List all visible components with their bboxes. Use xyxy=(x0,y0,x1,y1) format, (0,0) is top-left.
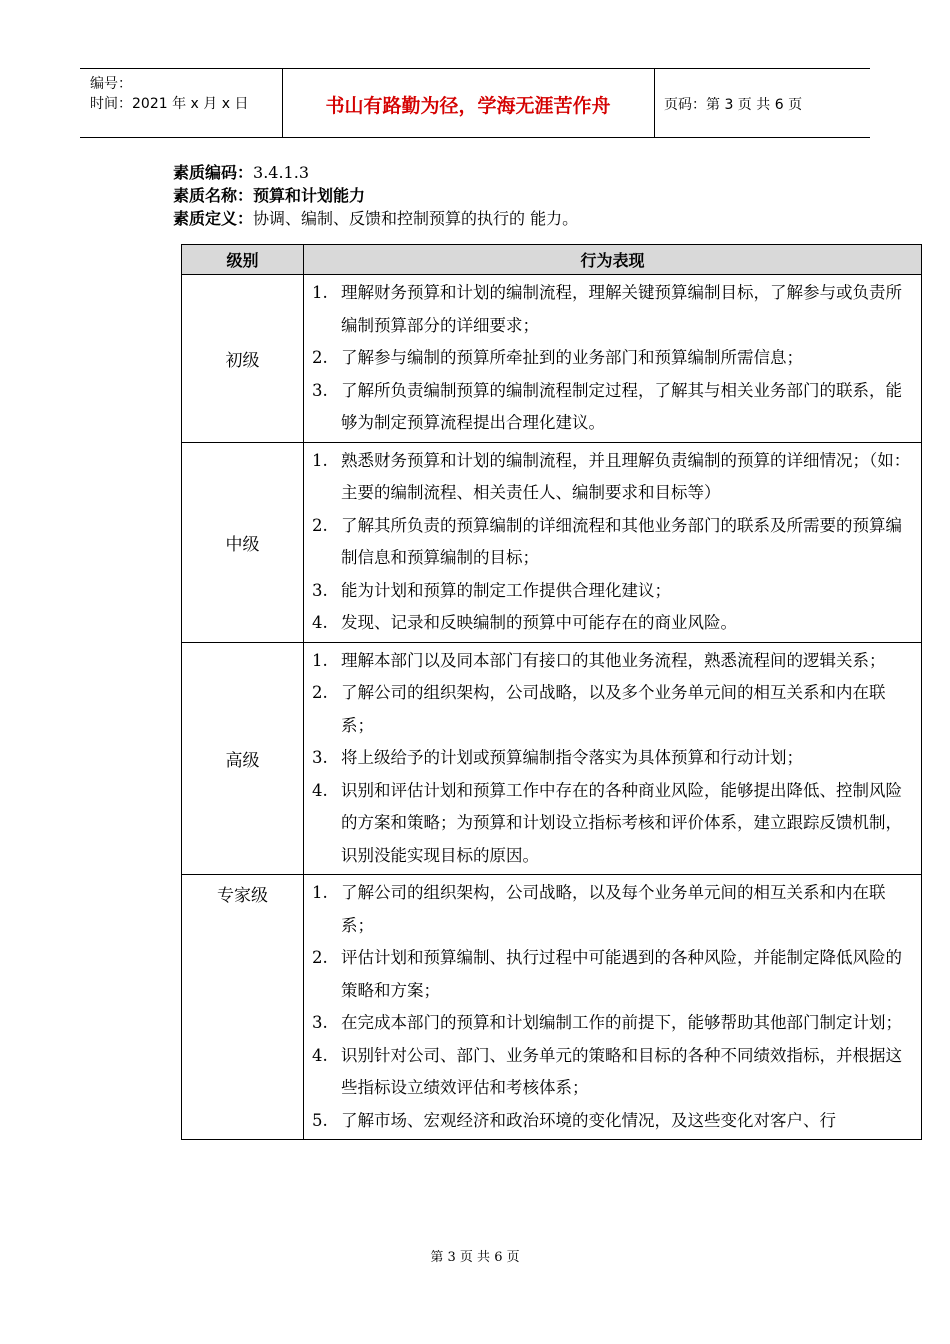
behavior-item xyxy=(304,277,915,342)
behavior-item xyxy=(304,342,915,375)
behavior-item xyxy=(304,1007,915,1040)
behavior-item xyxy=(304,575,915,608)
competency-code-value: 3.4.1.3 xyxy=(253,163,309,182)
behavior-cell xyxy=(304,875,922,1140)
table-row xyxy=(182,275,922,443)
level-cell: 专家级 xyxy=(182,875,304,1140)
table-row xyxy=(182,875,922,1140)
item-text: 在完成本部门的预算和计划编制工作的前提下，能够帮助其他部门制定计划； xyxy=(341,1013,902,1032)
behavior-list xyxy=(304,277,915,440)
behavior-item xyxy=(304,607,915,640)
document-header xyxy=(80,68,870,138)
behavior-cell xyxy=(304,275,922,443)
competency-name-value: 预算和计划能力 xyxy=(253,186,366,205)
item-number: 3. xyxy=(312,1013,328,1032)
document-number-label: 编号： xyxy=(90,76,132,92)
behavior-item xyxy=(304,1105,915,1138)
table-row xyxy=(182,442,922,642)
column-header-level: 级别 xyxy=(182,245,304,275)
header-slogan: 书山有路勤为径，学海无涯苦作舟 xyxy=(325,95,611,117)
column-header-behavior: 行为表现 xyxy=(304,245,922,275)
competency-code-line xyxy=(173,160,309,183)
item-text: 评估计划和预算编制、执行过程中可能遇到的各种风险，并能制定降低风险的策略和方案； xyxy=(341,948,902,1000)
header-slogan-cell xyxy=(282,69,655,137)
competency-code-label: 素质编码： xyxy=(173,163,254,182)
level-cell: 高级 xyxy=(182,642,304,875)
behavior-list xyxy=(304,877,915,1137)
behavior-table xyxy=(181,244,922,1140)
item-text: 能为计划和预算的制定工作提供合理化建议； xyxy=(341,580,671,600)
header-meta-cell xyxy=(80,69,283,137)
behavior-item xyxy=(304,742,915,775)
item-number: 1. xyxy=(312,450,328,470)
behavior-item xyxy=(304,645,915,678)
item-number: 4. xyxy=(312,1045,328,1065)
item-text: 将上级给予的计划或预算编制指令落实为具体预算和行动计划； xyxy=(341,748,803,767)
item-text: 理解本部门以及同本部门有接口的其他业务流程，熟悉流程间的逻辑关系； xyxy=(341,650,886,670)
item-text: 识别针对公司、部门、业务单元的策略和目标的各种不同绩效指标，并根据这些指标设立绩效评估和考核体系； xyxy=(341,1045,902,1097)
behavior-item xyxy=(304,445,915,510)
item-number: 4. xyxy=(312,613,328,632)
item-text: 理解财务预算和计划的编制流程，理解关键预算编制目标，了解参与或负责所编制预算部分的详细要求； xyxy=(341,283,902,335)
item-number: 2. xyxy=(312,683,328,702)
item-text: 了解公司的组织架构，公司战略，以及每个业务单元间的相互关系和内在联系； xyxy=(341,883,886,935)
table-row xyxy=(182,642,922,875)
behavior-item xyxy=(304,1040,915,1105)
item-number: 2. xyxy=(312,515,328,535)
competency-definition-label: 素质定义： xyxy=(173,209,254,228)
level-cell: 中级 xyxy=(182,442,304,642)
table-header-row xyxy=(182,245,922,275)
header-page-label: 页码：第 3 页 共 6 页 xyxy=(664,97,803,113)
item-number: 2. xyxy=(312,348,328,367)
item-text: 发现、记录和反映编制的预算中可能存在的商业风险。 xyxy=(341,613,737,632)
behavior-list xyxy=(304,645,915,873)
item-number: 3. xyxy=(312,580,328,600)
page-footer: 第 3 页 共 6 页 xyxy=(430,1250,520,1265)
item-number: 5. xyxy=(312,1110,328,1130)
competency-name-line xyxy=(173,183,365,206)
item-text: 了解其所负责的预算编制的详细流程和其他业务部门的联系及所需要的预算编制信息和预算编制的目标； xyxy=(341,515,902,567)
header-page-cell xyxy=(654,69,870,137)
behavior-item xyxy=(304,942,915,1007)
item-text: 了解公司的组织架构，公司战略，以及多个业务单元间的相互关系和内在联系； xyxy=(341,683,886,735)
competency-definition-value: 协调、编制、反馈和控制预算的执行的 能力。 xyxy=(253,209,579,228)
item-text: 了解参与编制的预算所牵扯到的业务部门和预算编制所需信息； xyxy=(341,348,803,367)
behavior-list xyxy=(304,445,915,640)
behavior-item xyxy=(304,677,915,742)
behavior-item xyxy=(304,775,915,873)
behavior-item xyxy=(304,877,915,942)
behavior-cell xyxy=(304,642,922,875)
item-number: 1. xyxy=(312,283,328,302)
item-number: 1. xyxy=(312,650,328,670)
item-text: 识别和评估计划和预算工作中存在的各种商业风险，能够提出降低、控制风险的方案和策略；为预算和计划设立指标考核和评价体系，建立跟踪反馈机制，识别没能实现目标的原因。 xyxy=(341,780,902,865)
behavior-item xyxy=(304,510,915,575)
item-number: 2. xyxy=(312,948,328,967)
item-number: 3. xyxy=(312,748,328,767)
competency-name-label: 素质名称： xyxy=(173,186,254,205)
level-cell: 初级 xyxy=(182,275,304,443)
competency-definition-line xyxy=(173,206,578,229)
document-time-label: 时间：2021 年 x 月 x 日 xyxy=(90,96,249,112)
item-text: 了解市场、宏观经济和政治环境的变化情况，及这些变化对客户、行 xyxy=(341,1110,836,1130)
item-number: 3. xyxy=(312,380,328,400)
item-number: 1. xyxy=(312,883,328,902)
item-number: 4. xyxy=(312,780,328,800)
behavior-cell xyxy=(304,442,922,642)
item-text: 熟悉财务预算和计划的编制流程，并且理解负责编制的预算的详细情况；（如：主要的编制流程、相关责任人、编制要求和目标等） xyxy=(341,450,911,502)
item-text: 了解所负责编制预算的编制流程制定过程，了解其与相关业务部门的联系，能够为制定预算流程提出合理化建议。 xyxy=(341,380,902,432)
behavior-item xyxy=(304,375,915,440)
